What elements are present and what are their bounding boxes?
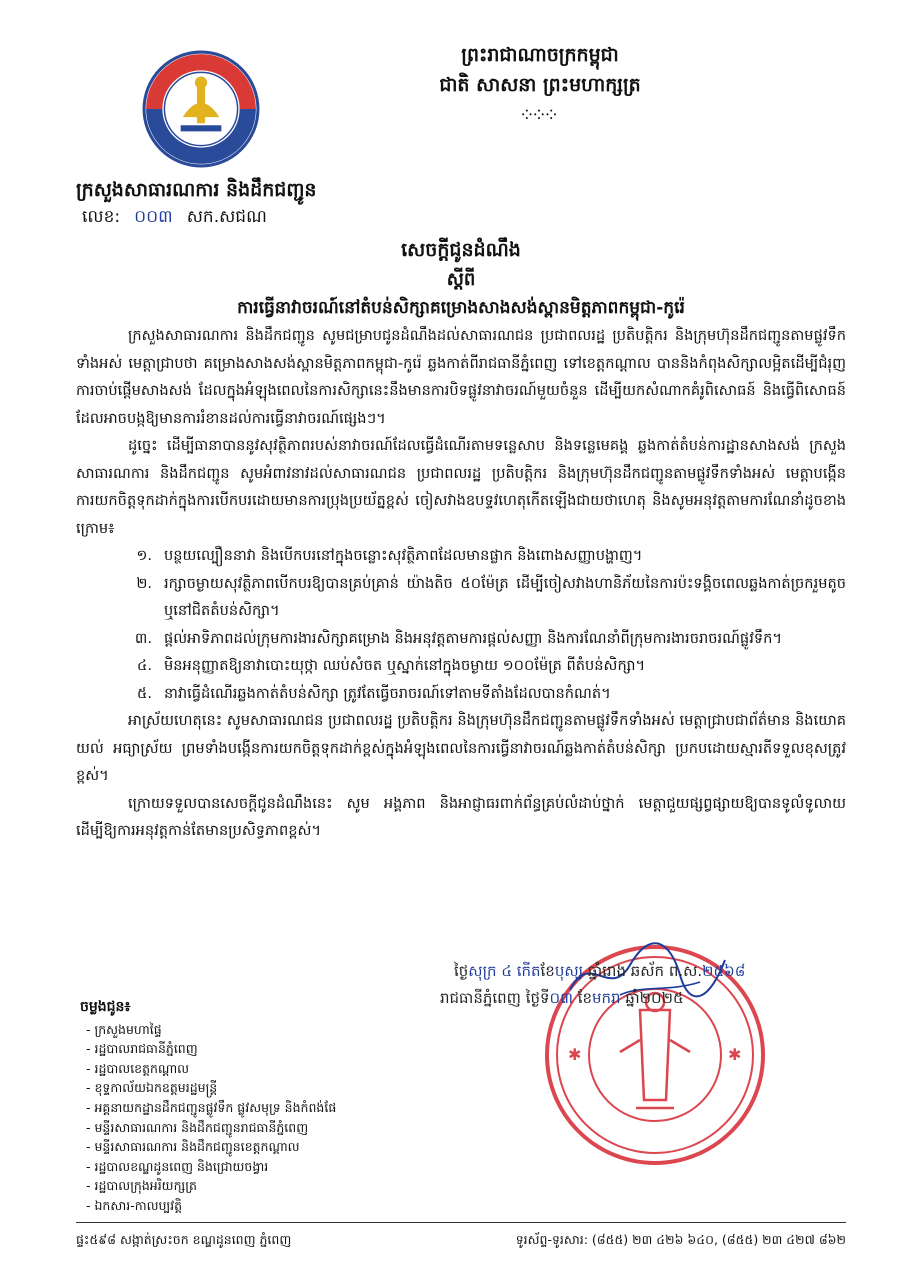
list-number: ៤. [137,657,152,674]
paragraph-4: ក្រោយទទួលបានសេចក្តីជូនដំណឹងនេះ សូម អង្គភាព និងអាជ្ញាធរពាក់ព័ន្ធគ្រប់លំដាប់ថ្នាក់ មេត្តាជួយផ្សព្វផ្សាយឱ្យបានទូលំទូលាយ ដើម្បីឱ្យការអនុវត្តកាន់តែមានប្រសិទ្ធភាពខ្ពស់។ [76,794,846,839]
cc-item: - មន្ទីរសាធារណការ និងដឹកជញ្ជូនខេត្តកណ្តាល [86,1139,300,1155]
cc-item: - មន្ទីរសាធារណការ និងដឹកជញ្ជូនរាជធានីភ្នំពេញ [86,1119,309,1135]
list-text: រក្សាចម្ងាយសុវត្ថិភាពបើកបរឱ្យបានគ្រប់គ្រាន់ យ៉ាងតិច ៥០ម៉ែត្រ ដើម្បីចៀសវាងហានិភ័យនៃការប៉ះទង្គិចពេលឆ្លងកាត់ច្រករួមតូច ឬនៅជិតតំបន់សិក្សា។ [164,574,846,619]
footer-phone: ទូរស័ព្ទ-ទូរសារ: (៨៥៥) ២៣ ៤២៦ ៦៤០, (៨៥៥) ២៣ ៤២៧ ៨៦២ [515,1232,846,1247]
footer-address: ផ្ទះ៥៩៨ សង្កាត់ស្រះចក ខណ្ឌដូនពេញ ភ្នំពេញ [76,1232,292,1247]
list-number: ៣. [134,629,152,647]
footer-divider [76,1222,846,1223]
ministry-logo [140,48,262,170]
svg-text:✱: ✱ [728,1045,742,1064]
notice-body [76,322,846,845]
svg-text:✱: ✱ [568,1045,582,1064]
list-number: ១. [136,547,152,564]
ref-suffix: សក.សជណ [186,207,267,227]
month-handwritten: មករា [592,989,621,1007]
list-text: បន្ថយល្បឿននាវា និងបើកបរនៅក្នុងចន្លោះសុវត្ថិភាពដែលមានផ្លាក និងពោងសញ្ញាបង្ហាញ។ [164,547,643,564]
instruction-list [76,542,846,707]
cc-item: - ខុទ្ទកាល័យឯកឧត្តមរដ្ឋមន្ត្រី [86,1080,218,1096]
notice-about: ស្តីពី [446,269,476,290]
paragraph-2: ដូច្នេះ ដើម្បីធានាបាននូវសុវត្ថិភាពរបស់នាវាចរណ៍ដែលធ្វើដំណើរតាមទន្លេសាប និងទន្លេមេគង្គ ឆ្លងកាត់តំបន់ការដ្ឋានសាងសង់ ក្រសួងសាធារណការ និងដឹកជញ្ជូន សូមអំពាវនាវដល់សាធារណជន ប្រជាពលរដ្ឋ ប្រតិបត្តិករ និងក្រុមហ៊ុនដឹកជញ្ជូនតាមផ្លូវទឹកទាំងអស់ មេត្តាបង្កើនការយកចិត្តទុកដាក់ក្នុងការបើកបរដោយមានការប្រុងប្រយ័ត្នខ្ពស់ ចៀសវាងឧបទ្ទវហេតុកើតឡើងជាយថាហេតុ និងសូមអនុវត្តតាមការណែនាំដូចខាងក្រោម៖ [76,437,846,537]
list-item [76,542,846,570]
list-text: នាវាធ្វើដំណើរឆ្លងកាត់តំបន់សិក្សា ត្រូវតែធ្វើចរាចរណ៍ទៅតាមទីតាំងដែលបានកំណត់។ [164,684,611,702]
buddhist-year-handwritten: ២៥៦៨ [702,962,746,980]
list-item [76,680,846,708]
cc-item: - អគ្គនាយកដ្ឋានដឹកជញ្ជូនផ្លូវទឹក ផ្លូវសមុទ្រ និងកំពង់ផែ [86,1099,337,1115]
list-item [76,570,846,625]
reference-number [82,206,267,231]
cc-heading: ចម្លងជូន៖ [80,999,131,1015]
paragraph-3: អាស្រ័យហេតុនេះ សូមសាធារណជន ប្រជាពលរដ្ឋ ប្រតិបត្តិករ និងក្រុមហ៊ុនដឹកជញ្ជូនតាមផ្លូវទឹកទាំងអស់ មេត្តាជ្រាបជាព័ត៌មាន និងយោគយល់ អធ្យាស្រ័យ ព្រមទាំងបង្កើនការយកចិត្តទុកដាក់ខ្ពស់ក្នុងអំឡុងពេលនៃការធ្វើនាវាចរណ៍ឆ្លងកាត់តំបន់សិក្សា ប្រកបដោយស្មារតីទទួលខុសត្រូវខ្ពស់។ [76,712,846,784]
cc-item: - រដ្ឋបាលខណ្ឌដូនពេញ និងជ្រោយចង្វារ [86,1158,269,1174]
ministry-name: ក្រសួងសាធារណការ និងដឹកជញ្ជូន [76,179,317,201]
cc-item: - ឯកសារ-កាលប្បវត្តិ [86,1197,183,1213]
list-number: ៥. [137,684,152,702]
cc-item: - រដ្ឋបាលរាជធានីភ្នំពេញ [86,1041,198,1057]
list-text: ផ្តល់អាទិភាពដល់ក្រុមការងារសិក្សាគម្រោង និងអនុវត្តតាមការផ្តល់សញ្ញា និងការណែនាំពីក្រុមការងារចរាចរណ៍ផ្លូវទឹក។ [164,629,782,647]
kingdom-header [330,40,750,130]
national-motto: ជាតិ សាសនា ព្រះមហាក្សត្រ [439,74,641,96]
lunar-date: ថ្ងៃសុក្រ ៤ កើតខែបុស្ស ឆ្នាំរោង ឆស័ក ព.ស.២៥៦៨ [454,962,746,980]
list-item [76,625,846,653]
ornament-divider: ༶༶༶ [521,105,559,125]
list-number: ២. [136,574,152,592]
solar-date: រាជធានីភ្នំពេញ ថ្ងៃទី០៣ ខែមករា ឆ្នាំ២០២៥ [440,989,684,1007]
list-item [76,652,846,680]
kingdom-title: ព្រះរាជាណាចក្រកម្ពុជា [461,44,619,66]
notice-subject: ការធ្វើនាវាចរណ៍នៅតំបន់សិក្សាគម្រោងសាងសង់ស្ពានមិត្តភាពកម្ពុជា-កូរ៉េ [237,298,685,318]
list-text: មិនអនុញ្ញាតឱ្យនាវាបោះយុថ្កា ឈប់សំចត ឬស្នាក់នៅក្នុងចម្ងាយ ១០០ម៉ែត្រ ពីតំបន់សិក្សា។ [164,657,646,674]
cc-item: - រដ្ឋបាលខេត្តកណ្តាល [86,1060,190,1076]
cc-item: - ក្រសួងមហាផ្ទៃ [86,1021,162,1037]
paragraph-1: ក្រសួងសាធារណការ និងដឹកជញ្ជូន សូមជម្រាបជូនដំណឹងដល់សាធារណជន ប្រជាពលរដ្ឋ ប្រតិបត្តិករ និងក្រុមហ៊ុនដឹកជញ្ជូនតាមផ្លូវទឹកទាំងអស់ មេត្តាជ្រាបថា គម្រោងសាងសង់ស្ពានមិត្តភាពកម្ពុជា-កូរ៉េ ឆ្លងកាត់ពីរាជធានីភ្នំពេញ ទៅខេត្តកណ្តាល បាននិងកំពុងសិក្សាលម្អិតដើម្បីជំរុញការចាប់ផ្តើមសាងសង់ ដែលក្នុងអំឡុងពេលនៃការសិក្សានេះនឹងមានការបិទផ្លូវនាវាចរណ៍មួយចំនួន ដើម្បីយកសំណាកគំរូពិសោធន៍ និងធ្វើពិសោធន៍ដែលអាចបង្កឱ្យមានការរំខានដល់ការធ្វើនាវាចរណ៍ផ្សេងៗ។ [76,327,846,427]
cc-list [80,998,336,1216]
notice-title: សេចក្តីជូនដំណឹង [401,239,521,261]
cc-item: - រដ្ឋបាលក្រុងអរិយក្សត្រ [86,1178,197,1194]
lunar-month-handwritten: បុស្ស [554,962,584,980]
ref-label: លេខ: [82,207,121,227]
lunar-day-handwritten: សុក្រ ៤ កើត [468,962,541,980]
notice-title-block [76,236,846,323]
day-handwritten: ០៣ [549,989,573,1007]
date-block [440,958,860,1012]
ref-number: ០០៣ [134,207,173,227]
